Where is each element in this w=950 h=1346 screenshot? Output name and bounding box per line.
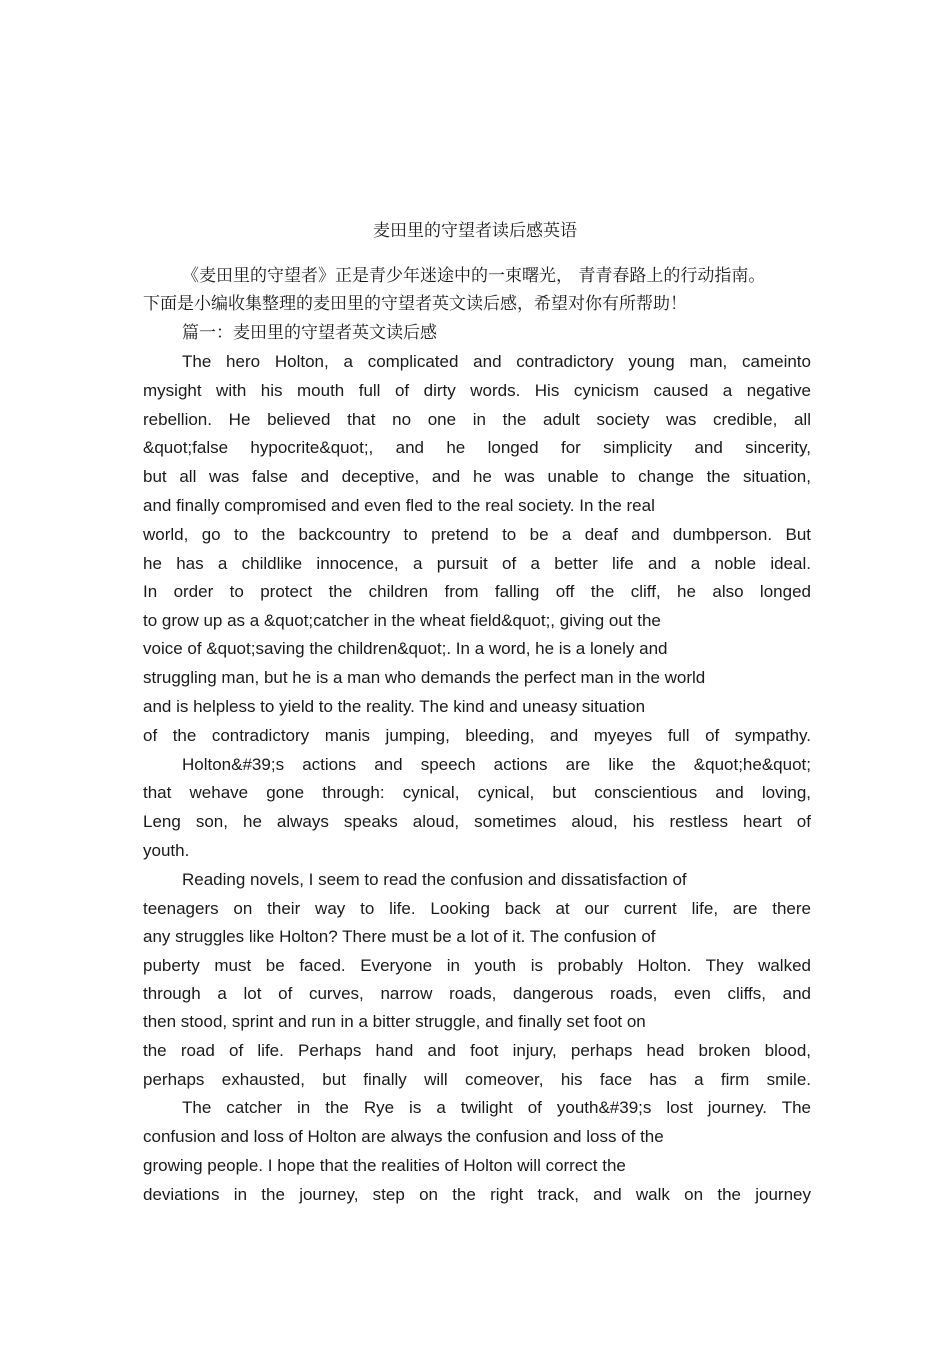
paragraph-line: that wehave gone through: cynical, cynical, but conscientious and loving, <box>143 783 811 802</box>
paragraph-line: teenagers on their way to life. Looking back at our current life, are there <box>143 899 811 918</box>
paragraph-line: and is helpless to yield to the reality. The kind and uneasy situation <box>143 697 646 716</box>
paragraph-line: voice of &quot;saving the children&quot;. In a word, he is a lonely and <box>143 639 668 658</box>
paragraph-line: growing people. I hope that the realities of Holton will correct the <box>143 1156 626 1175</box>
paragraph-line: world, go to the backcountry to pretend to be a deaf and dumbperson. But <box>143 525 811 544</box>
intro-line: 《麦田里的守望者》正是青少年迷途中的一束曙光， 青青春路上的行动指南。 <box>182 266 766 286</box>
paragraph-line: any struggles like Holton? There must be a lot of it. The confusion of <box>143 927 656 946</box>
paragraph-line: The catcher in the Rye is a twilight of youth&#39;s lost journey. The <box>182 1098 811 1117</box>
paragraph-line: but all was false and deceptive, and he was unable to change the situation, <box>143 467 811 486</box>
paragraph-line: to grow up as a &quot;catcher in the wheat field&quot;, giving out the <box>143 611 661 630</box>
paragraph-line: mysight with his mouth full of dirty words. His cynicism caused a negative <box>143 381 811 400</box>
paragraph-line: struggling man, but he is a man who demands the perfect man in the world <box>143 668 706 687</box>
paragraph-line: and finally compromised and even fled to the real society. In the real <box>143 496 655 515</box>
paragraph-line: he has a childlike innocence, a pursuit of a better life and a noble ideal. <box>143 554 811 573</box>
paragraph-line: the road of life. Perhaps hand and foot injury, perhaps head broken blood, <box>143 1041 811 1060</box>
intro-line: 下面是小编收集整理的麦田里的守望者英文读后感，希望对你有所帮助！ <box>143 294 687 314</box>
section-heading: 篇一：麦田里的守望者英文读后感 <box>182 323 437 343</box>
paragraph-line: deviations in the journey, step on the right track, and walk on the journey <box>143 1185 811 1204</box>
paragraph-line: The hero Holton, a complicated and contradictory young man, cameinto <box>182 352 811 371</box>
paragraph-line: &quot;false hypocrite&quot;, and he longed for simplicity and sincerity, <box>143 438 811 457</box>
paragraph-line: puberty must be faced. Everyone in youth is probably Holton. They walked <box>143 956 811 975</box>
paragraph-line: youth. <box>143 841 190 860</box>
paragraph-line: Holton&#39;s actions and speech actions are like the &quot;he&quot; <box>182 755 811 774</box>
paragraph-line: In order to protect the children from falling off the cliff, he also longed <box>143 582 811 601</box>
paragraph-line: Reading novels, I seem to read the confusion and dissatisfaction of <box>182 870 687 889</box>
paragraph-line: confusion and loss of Holton are always the confusion and loss of the <box>143 1127 664 1146</box>
paragraph-line: Leng son, he always speaks aloud, sometimes aloud, his restless heart of <box>143 812 811 831</box>
paragraph-line: rebellion. He believed that no one in the adult society was credible, all <box>143 410 811 429</box>
paragraph-line: perhaps exhausted, but finally will comeover, his face has a firm smile. <box>143 1070 811 1089</box>
paragraph-line: then stood, sprint and run in a bitter struggle, and finally set foot on <box>143 1012 646 1031</box>
paragraph-line: through a lot of curves, narrow roads, dangerous roads, even cliffs, and <box>143 984 811 1003</box>
paragraph-line: of the contradictory manis jumping, bleeding, and myeyes full of sympathy. <box>143 726 811 745</box>
document-title: 麦田里的守望者读后感英语 <box>373 221 577 241</box>
